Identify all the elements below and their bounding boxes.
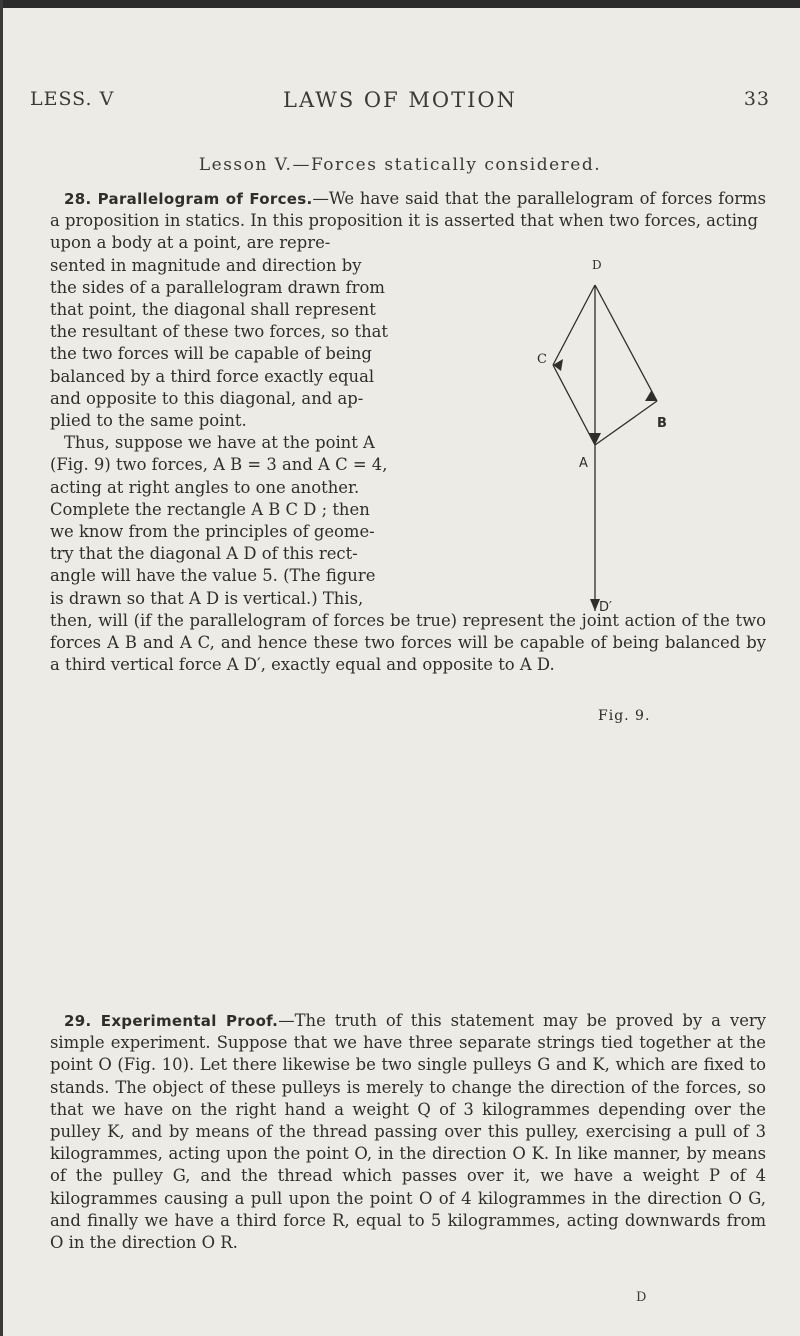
section-28-line-17: is drawn so that A D is vertical.) This, (50, 588, 364, 608)
label-a: A (579, 456, 588, 471)
section-28-line-0: —We have said that the parallelogram of forces forms a proposition in statics. In this proposition it is asserted that when two forces, acting (50, 189, 766, 231)
section-28-line-18: then, will (if the parallelogram of forces be true) represent the joint action of the two forces A B and A C, and hence these two forces will be capable of being balanced by a third vertical force A D′, exactly equal and opposite to A D. (50, 610, 766, 675)
section-28-line-12: acting at right angles to one another. (50, 477, 360, 497)
page-left-edge (0, 0, 3, 1336)
section-28-line-5: the resultant of these two forces, so that (50, 322, 388, 342)
page-top-edge (0, 0, 800, 8)
section-29-body: —The truth of this statement may be proved by a very simple experiment. Suppose that we have three separate strings tied together at the point O (Fig. 10). Let there likewise be two single pulleys G and K, which are fixed to stands. The object of these pulleys is merely to change the direction of the forces, so that we have on the right hand a weight Q of 3 kilogrammes depending over the pulley K, and by means of the thread passing over this pulley, exercising a pull of 3 kilogrammes, acting upon the point O, in the direction O K. In like manner, by means of the pulley G, and the thread which passes over it, we have a weight P of 4 kilogrammes causing a pull upon the point O of 4 kilogrammes in the direction O G, and finally we have a third force R, equal to 5 kilogrammes, acting downwards from O in the direction O R. (50, 1011, 767, 1253)
label-d-prime: D′ (599, 600, 612, 615)
header-title: LAWS OF MOTION (283, 88, 517, 112)
signature-mark: D (636, 1290, 647, 1305)
section-28-line-15: try that the diagonal A D of this rect- (50, 544, 358, 564)
section-28-line-6: the two forces will be capable of being (50, 344, 372, 364)
section-28 (50, 188, 766, 676)
page-number: 33 (743, 88, 770, 110)
section-28-heading: 28. Parallelogram of Forces. (64, 190, 313, 208)
section-28-wrapped (50, 232, 550, 609)
label-d-top: D (592, 258, 602, 272)
section-28-line-13: Complete the rectangle A B C D ; then (50, 499, 370, 519)
section-28-line-10: Thus, suppose we have at the point A (64, 433, 375, 453)
section-28-line-3: the sides of a parallelogram drawn from (50, 277, 385, 297)
section-28-line-7: balanced by a third force exactly equal (50, 366, 375, 386)
side-db (595, 285, 657, 401)
section-28-line-16: angle will have the value 5. (The figure (50, 566, 376, 586)
section-29-text (50, 1010, 766, 1254)
section-28-line-2: sented in magnitude and direction by (50, 255, 362, 275)
section-28-line-9: plied to the same point. (50, 411, 247, 431)
label-b: B (657, 416, 667, 431)
section-28-first (50, 188, 766, 232)
section-29-heading: 29. Experimental Proof. (64, 1012, 279, 1030)
section-28-line-1: upon a body at a point, are repre- (50, 233, 331, 253)
side-ba (595, 401, 657, 445)
section-28-line-11: (Fig. 9) two forces, A B = 3 and A C = 4, (50, 455, 388, 475)
section-28-line-8: and opposite to this diagonal, and ap- (50, 388, 364, 408)
parallelogram-figure (537, 255, 667, 695)
arrow-a (589, 433, 601, 445)
section-29 (50, 1010, 766, 1254)
section-28-line-4: that point, the diagonal shall represent (50, 300, 376, 320)
lesson-title: Lesson V.—Forces statically considered. (198, 155, 602, 175)
section-28-line-14: we know from the principles of geome- (50, 522, 375, 542)
label-c: C (537, 352, 547, 367)
running-header (30, 88, 770, 116)
figure-caption: Fig. 9. (598, 708, 651, 724)
header-lesson: LESS. V (30, 88, 115, 110)
